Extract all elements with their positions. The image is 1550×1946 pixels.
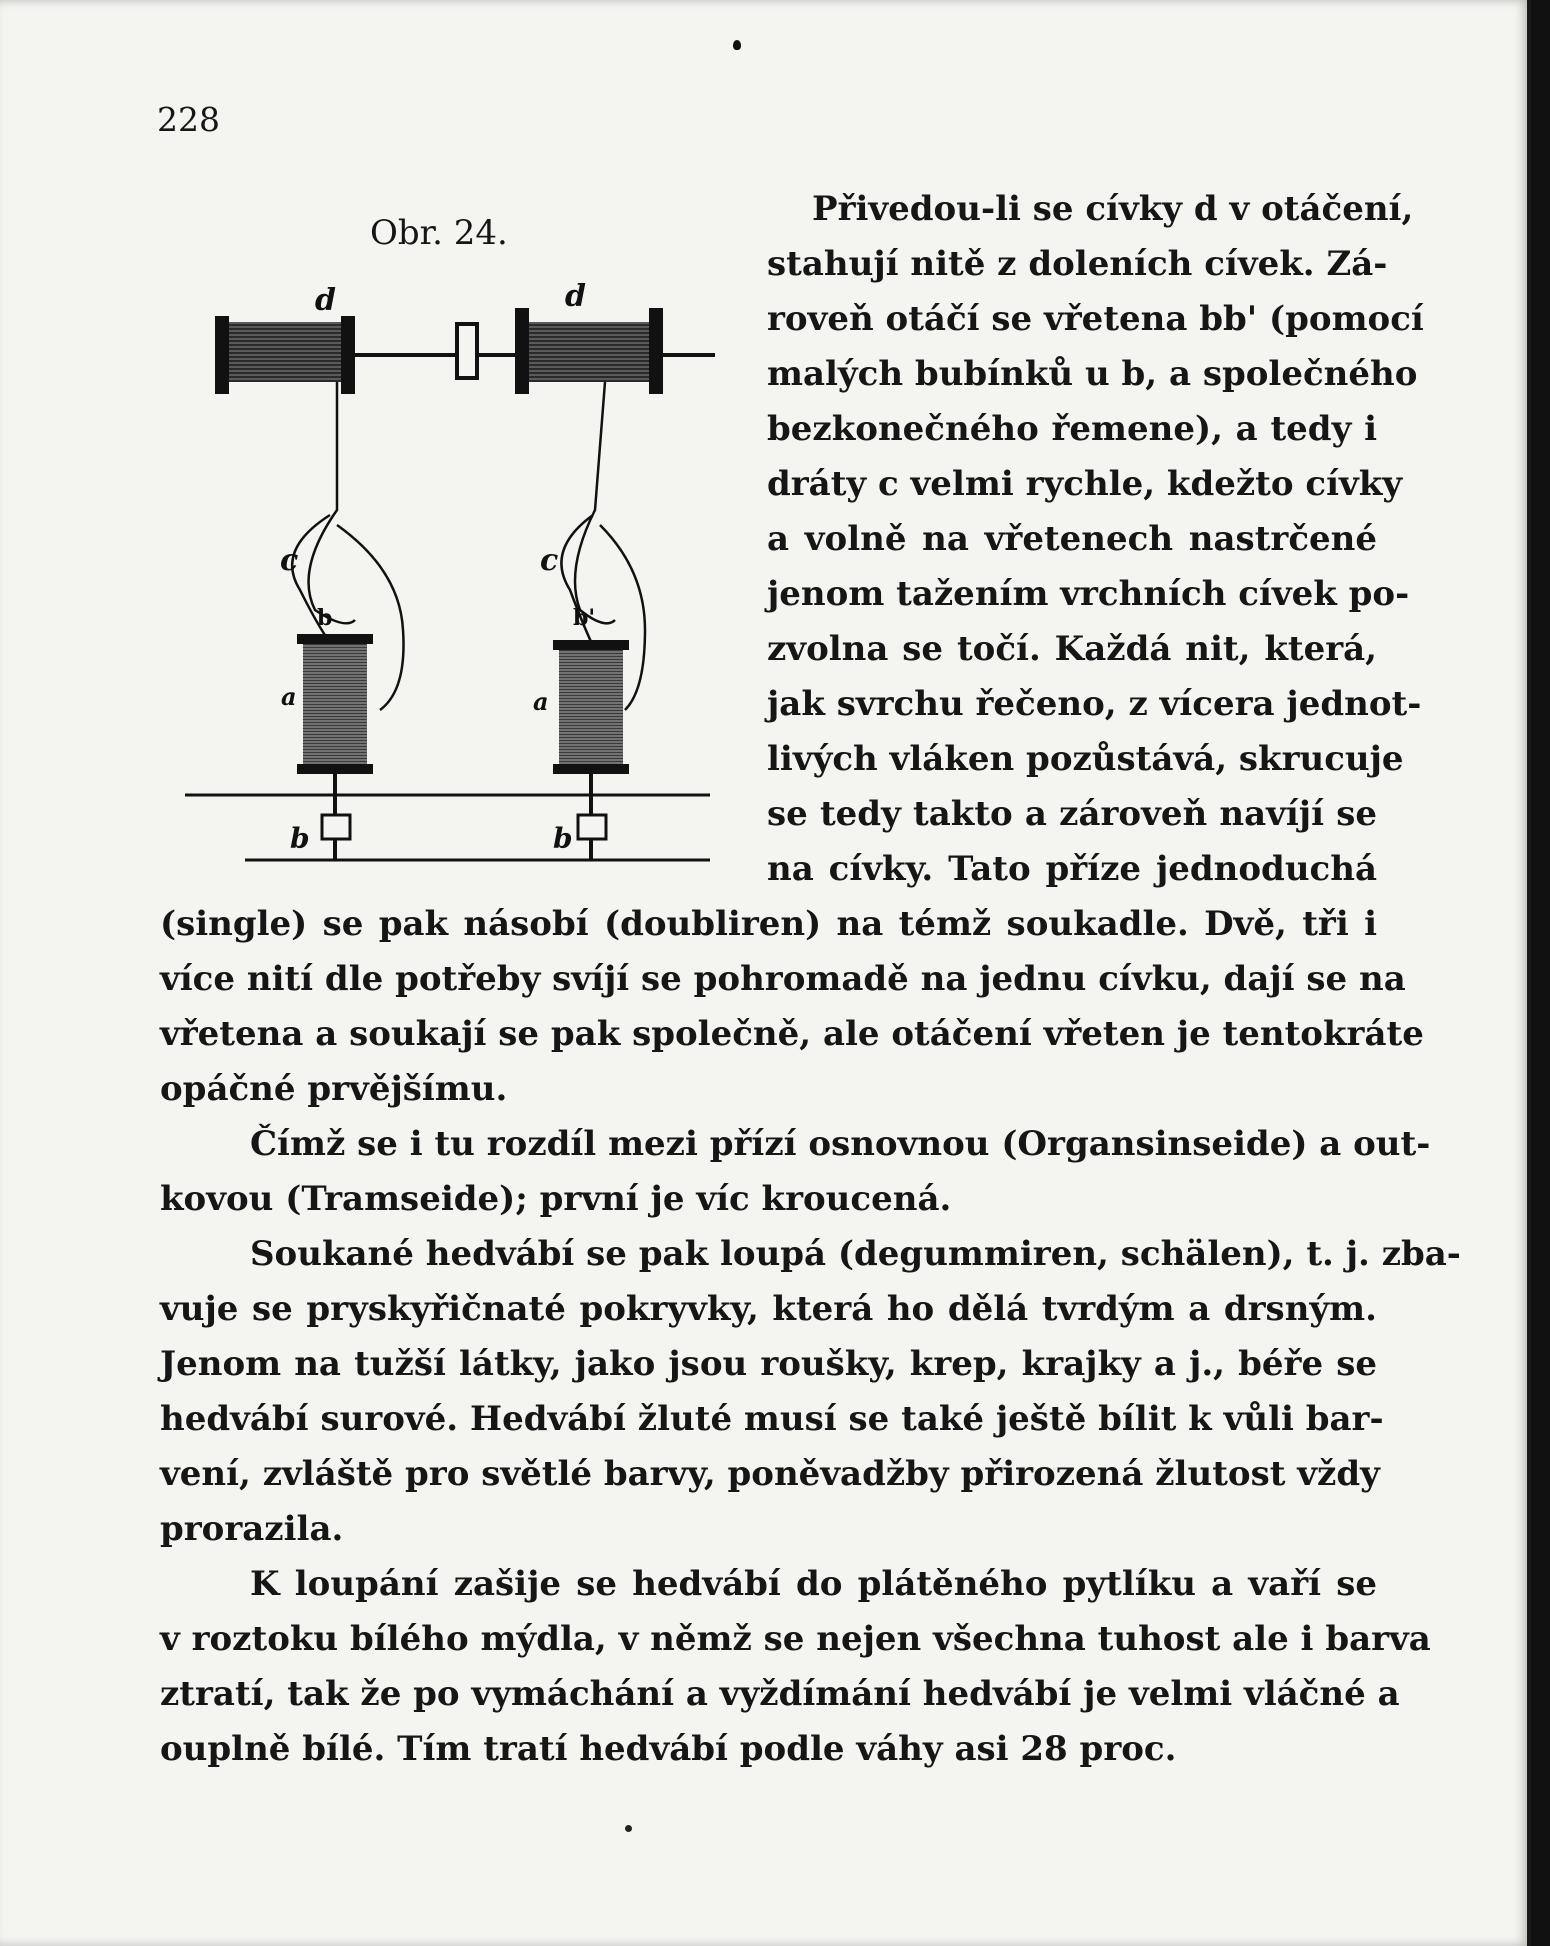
- page-number: 228: [157, 100, 220, 139]
- text-line: na cívky. Tato příze jednoduchá: [767, 849, 1377, 889]
- text-line: jak svrchu řečeno, z vícera jednot-: [767, 684, 1422, 724]
- text-line: v roztoku bílého mýdla, v němž se nejen všechna tuhost ale i barva: [160, 1619, 1431, 1659]
- text-line: stahují nitě z doleních cívek. Zá-: [767, 244, 1388, 284]
- text-line: ztratí, tak že po vymáchání a vyždímání hedvábí je velmi vláčné a: [160, 1674, 1400, 1714]
- text-line: ouplně bílé. Tím tratí hedvábí podle váhy asi 28 proc.: [160, 1729, 1177, 1769]
- text-line: bezkonečného řemene), a tedy i: [767, 409, 1377, 449]
- label-a-left: a: [281, 682, 297, 711]
- spinning-spools-figure: [175, 270, 720, 885]
- text-line: roveň otáčí se vřetena bb' (pomocí: [767, 299, 1424, 339]
- text-line: vřetena a soukají se pak společně, ale otáčení vřeten je tentokráte: [160, 1014, 1424, 1054]
- thread-right: [575, 382, 615, 623]
- text-line: opáčné prvějšímu.: [160, 1069, 508, 1109]
- ink-speck: [625, 1825, 632, 1832]
- text-line: dráty c velmi rychle, kdežto cívky: [767, 464, 1403, 504]
- text-line: prorazila.: [160, 1509, 344, 1549]
- text-line: a volně na vřetenech nastrčené: [767, 519, 1377, 559]
- label-d-left: d: [315, 283, 336, 318]
- text-line: kovou (Tramseide); první je víc kroucená.: [160, 1179, 952, 1219]
- label-d-right: d: [565, 279, 586, 314]
- top-spool-left: [215, 316, 355, 394]
- label-b-right: b: [553, 822, 573, 855]
- text-line: se tedy takto a zároveň navíjí se: [767, 794, 1377, 834]
- top-spool-right: [515, 308, 663, 394]
- text-line: vení, zvláště pro světlé barvy, poněvadžby přirozená žlutost vždy: [160, 1454, 1380, 1494]
- pulley-right: [578, 815, 606, 839]
- label-b-flyer-left: b: [317, 605, 333, 631]
- text-line: zvolna se točí. Každá nit, která,: [767, 629, 1377, 669]
- label-c-right: c: [540, 543, 559, 578]
- text-line: malých bubínků u b, a společného: [767, 354, 1418, 394]
- text-line: jenom tažením vrchních cívek po-: [767, 574, 1410, 614]
- label-c-left: c: [280, 543, 299, 578]
- label-b-flyer-right: b': [573, 605, 596, 631]
- text-line: K loupání zašije se hedvábí do plátěného pytlíku a vaří se: [250, 1564, 1377, 1604]
- text-line: Jenom na tužší látky, jako jsou roušky, krep, krajky a j., béře se: [160, 1344, 1377, 1384]
- thread-left: [309, 382, 355, 623]
- label-b-left: b: [290, 822, 310, 855]
- page-edge: [1527, 0, 1531, 1946]
- text-line: hedvábí surové. Hedvábí žluté musí se také ještě bílit k vůli bar-: [160, 1399, 1384, 1439]
- ink-speck: [733, 40, 741, 50]
- label-a-right: a: [533, 687, 549, 716]
- coupling: [457, 324, 477, 378]
- text-line: Soukané hedvábí se pak loupá (degummiren, schälen), t. j. zba-: [250, 1234, 1461, 1274]
- text-line: (single) se pak násobí (doubliren) na témž soukadle. Dvě, tři i: [160, 904, 1377, 944]
- bottom-spool-left: [297, 634, 373, 774]
- text-line: Čímž se i tu rozdíl mezi přízí osnovnou (Organsinseide) a out-: [250, 1124, 1431, 1164]
- pulley-left: [322, 815, 350, 839]
- bottom-spool-right: [553, 640, 629, 774]
- text-line: Přivedou-li se cívky d v otáčení,: [812, 189, 1414, 229]
- text-line: více nití dle potřeby svíjí se pohromadě na jednu cívku, dají se na: [160, 959, 1406, 999]
- text-line: vuje se pryskyřičnaté pokryvky, která ho dělá tvrdým a drsným.: [160, 1289, 1377, 1329]
- text-line: livých vláken pozůstává, skrucuje: [767, 739, 1404, 779]
- figure-caption: Obr. 24.: [370, 213, 508, 253]
